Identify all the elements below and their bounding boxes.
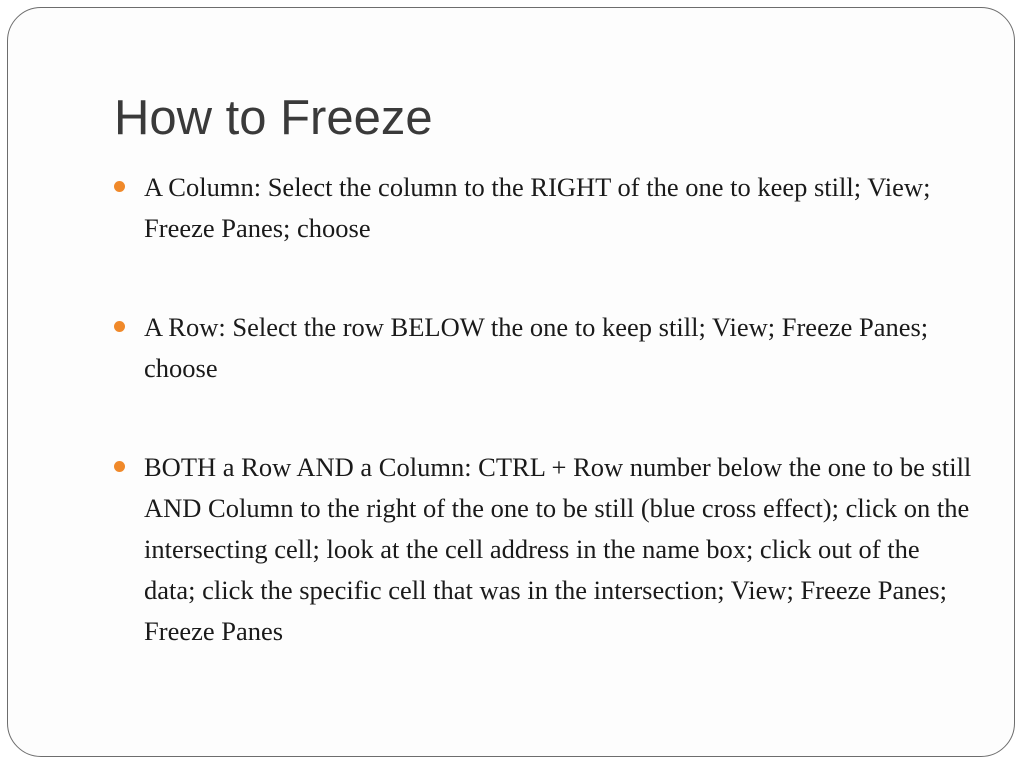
bullet-text: A Column: Select the column to the RIGHT of the one to keep still; View; Freeze Panes; choose xyxy=(144,172,931,243)
bullet-text: BOTH a Row AND a Column: CTRL + Row number below the one to be still AND Column to the right of the one to be still (blue cross effect); click on the intersecting cell; look at the cell address in the name box; click out of the data; click the specific cell that was in the intersection; View; Freeze Panes; Freeze Panes xyxy=(144,452,972,646)
bullet-dot-icon xyxy=(114,321,125,332)
slide-title: How to Freeze xyxy=(114,91,433,145)
bullet-text: A Row: Select the row BELOW the one to keep still; View; Freeze Panes; choose xyxy=(144,312,929,383)
bullet-list xyxy=(114,167,974,652)
bullet-item-row xyxy=(114,307,974,389)
bullet-dot-icon xyxy=(114,181,125,192)
bullet-item-column xyxy=(114,167,974,249)
bullet-item-both xyxy=(114,447,974,652)
bullet-dot-icon xyxy=(114,461,125,472)
